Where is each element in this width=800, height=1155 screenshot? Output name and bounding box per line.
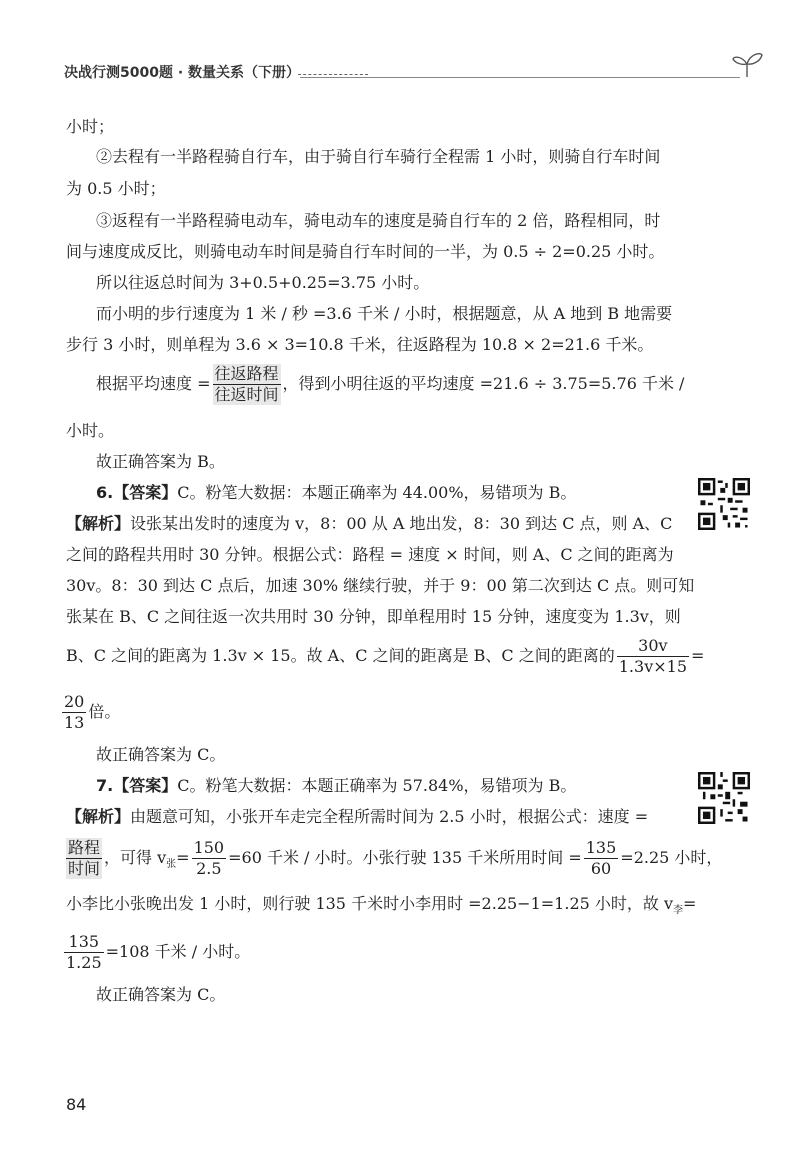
fraction [64, 932, 104, 973]
answer-label: 6.【答案】 [96, 483, 178, 502]
fraction-denominator: 往返时间 [214, 385, 279, 404]
fraction-denominator: 2.5 [196, 859, 222, 878]
text-span: =2.25 小时， [620, 848, 723, 867]
text-line: 张某在 B、C 之间往返一次共用时 30 分钟，即单程用时 15 分钟，速度变为 1.3v，则 [66, 607, 681, 626]
fraction [213, 364, 281, 405]
text-line: 故正确答案为 B。 [96, 452, 225, 471]
text-span: 倍。 [88, 702, 121, 721]
analysis-label: 【解析】 [66, 807, 131, 826]
text-span: 根据平均速度 = [96, 374, 211, 393]
fraction-numerator: 135 [585, 838, 617, 857]
fraction-numerator: 路程 [68, 838, 101, 857]
analysis-line [66, 806, 648, 828]
text-line: ②去程有一半路程骑自行车，由于骑自行车骑行全程需 1 小时，则骑自行车时间 [96, 147, 661, 166]
text-span: =108 千米 / 小时。 [105, 942, 251, 961]
fraction [617, 636, 689, 677]
text-line: 间与速度成反比，则骑电动车时间是骑自行车时间的一半，为 0.5 ÷ 2=0.25 小时。 [66, 242, 665, 261]
text-line: 为 0.5 小时； [66, 179, 166, 198]
text-span: B、C 之间的距离为 1.3v × 15。故 A、C 之间的距离是 B、C 之间的距离的 [66, 646, 615, 665]
text-line: 所以往返总时间为 3+0.5+0.25=3.75 小时。 [96, 273, 430, 292]
fraction-denominator: 13 [64, 713, 85, 732]
page-number: 84 [66, 1095, 87, 1114]
formula-line [96, 364, 684, 405]
text-line: ③返程有一半路程骑电动车，骑电动车的速度是骑自行车的 2 倍，路程相同，时 [96, 211, 661, 230]
answer-line-7 [96, 775, 576, 797]
header-dash-divider [298, 74, 368, 75]
answer-line-6 [96, 482, 576, 504]
answer-text: C。粉笔大数据：本题正确率为 57.84%，易错项为 B。 [177, 776, 577, 795]
fraction-numerator: 135 [64, 932, 104, 953]
qr-code-icon[interactable] [698, 478, 750, 530]
fraction-denominator: 60 [590, 859, 612, 878]
text-span: = [683, 894, 697, 913]
text-span: 由题意可知，小张开车走完全程所需时间为 2.5 小时，根据公式：速度 = [130, 807, 649, 826]
text-span: 设张某出发时的速度为 v，8：00 从 A 地出发，8：30 到达 C 点，则 A、C [130, 514, 673, 533]
sprout-icon [730, 50, 764, 78]
analysis-label: 【解析】 [66, 514, 131, 533]
fraction [192, 838, 227, 879]
text-line: 小时； [66, 117, 115, 136]
fraction-numerator: 往返路程 [214, 364, 279, 383]
page-header-title: 决战行测5000题 · 数量关系（下册） [64, 65, 301, 81]
text-span: ，得到小明往返的平均速度 =21.6 ÷ 3.75=5.76 千米 / [282, 374, 685, 393]
text-span: = [176, 848, 190, 867]
text-line: 而小明的步行速度为 1 米 / 秒 =3.6 千米 / 小时，根据题意，从 A 地到 B 地需要 [96, 304, 673, 323]
text-line: 故正确答案为 C。 [96, 745, 226, 764]
text-line: 30v。8：30 到达 C 点后，加速 30% 继续行驶，并于 9：00 第二次到达 C 点。则可知 [66, 576, 695, 595]
analysis-line [66, 513, 672, 535]
text-line: 故正确答案为 C。 [96, 985, 226, 1004]
text-span: ，可得 v [104, 848, 167, 867]
subscript: 李 [673, 905, 684, 917]
formula-line [62, 932, 250, 973]
text-span: =60 千米 / 小时。小张行驶 135 千米所用时间 = [228, 848, 582, 867]
text-line: 之间的路程共用时 30 分钟。根据公式：路程 = 速度 × 时间，则 A、C 之间的距离为 [66, 545, 674, 564]
text-line: 小时。 [66, 421, 115, 440]
header-rule [300, 77, 740, 78]
answer-label: 7.【答案】 [96, 776, 178, 795]
text-span: = [691, 646, 705, 665]
subscript: 张 [166, 859, 177, 871]
fraction-denominator: 1.25 [66, 953, 102, 972]
qr-code-icon[interactable] [698, 772, 750, 824]
fraction-denominator: 时间 [68, 859, 101, 878]
fraction-numerator: 150 [193, 838, 225, 857]
formula-line [60, 692, 120, 733]
fraction-numerator: 20 [64, 692, 85, 711]
fraction [584, 838, 619, 879]
fraction-denominator: 1.3v×15 [618, 657, 687, 676]
fraction [66, 838, 102, 879]
formula-line [66, 636, 704, 677]
text-span: 小李比小张晚出发 1 小时，则行驶 135 千米时小李用时 =2.25−1=1.25 小时，故 v [66, 894, 674, 913]
fraction [62, 692, 86, 733]
text-line: 步行 3 小时，则单程为 3.6 × 3=10.8 千米，往返路程为 10.8 × 2=21.6 千米。 [66, 335, 654, 354]
formula-line [66, 893, 696, 922]
answer-text: C。粉笔大数据：本题正确率为 44.00%，易错项为 B。 [177, 483, 577, 502]
formula-line [64, 838, 722, 879]
fraction-numerator: 30v [617, 636, 689, 657]
